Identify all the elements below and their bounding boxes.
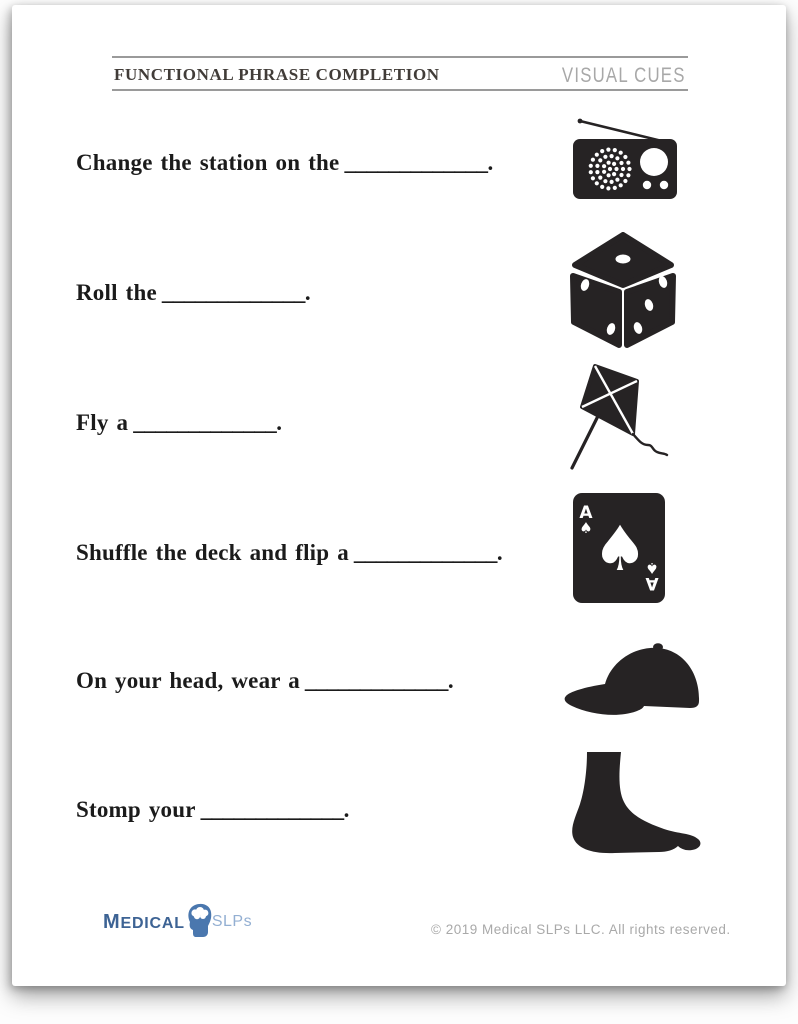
kite-icon	[545, 360, 695, 472]
baseball-cap-icon	[551, 636, 709, 736]
phrase-text: Shuffle the deck and flip a	[76, 540, 349, 565]
blank-line: _____________	[304, 668, 448, 693]
medical-slps-logo	[103, 901, 252, 943]
phrase-period: .	[447, 668, 454, 693]
card-rank-bottom: A	[645, 573, 659, 593]
page-title: FUNCTIONAL PHRASE COMPLETION	[114, 65, 440, 84]
foot-icon	[557, 750, 712, 865]
phrase-period: .	[304, 280, 311, 305]
phrase-row-foot	[76, 797, 350, 823]
blank-line: _____________	[133, 410, 277, 435]
header-bottom-rule	[112, 89, 688, 91]
card-suit-top: ♠	[579, 519, 593, 537]
card-rank-top: A	[579, 503, 593, 523]
phrase-period: .	[343, 797, 350, 822]
phrase-period: .	[496, 540, 503, 565]
phrase-text: Stomp your	[76, 797, 196, 822]
phrase-text: Change the station on the	[76, 150, 340, 175]
header-top-rule	[112, 56, 688, 58]
phrase-row-radio	[76, 150, 493, 176]
head-brain-icon	[184, 902, 214, 943]
blank-line: _____________	[353, 540, 497, 565]
phrase-period: .	[276, 410, 283, 435]
phrase-text: On your head, wear a	[76, 668, 300, 693]
phrase-period: .	[487, 150, 494, 175]
logo-text-slps: SLPs	[211, 913, 253, 930]
card-suit-center: ♠	[592, 512, 648, 585]
logo-text-medical: MEDICAL	[103, 910, 185, 933]
card-suit-bottom: ♠	[645, 559, 659, 577]
blank-line: _____________	[344, 150, 488, 175]
phrase-row-cap	[76, 668, 454, 694]
phrase-row-dice	[76, 280, 311, 306]
blank-line: _____________	[200, 797, 344, 822]
phrase-row-card	[76, 540, 503, 566]
playing-card-icon	[572, 492, 666, 604]
visual-cues-label: VISUAL CUES	[562, 64, 686, 87]
worksheet-page	[12, 5, 786, 986]
copyright-text: © 2019 Medical SLPs LLC. All rights reserved.	[431, 922, 731, 937]
blank-line: _____________	[161, 280, 305, 305]
phrase-text: Fly a	[76, 410, 129, 435]
dice-icon	[560, 232, 686, 350]
radio-icon	[555, 113, 695, 218]
phrase-row-kite	[76, 410, 282, 436]
phrase-text: Roll the	[76, 280, 157, 305]
